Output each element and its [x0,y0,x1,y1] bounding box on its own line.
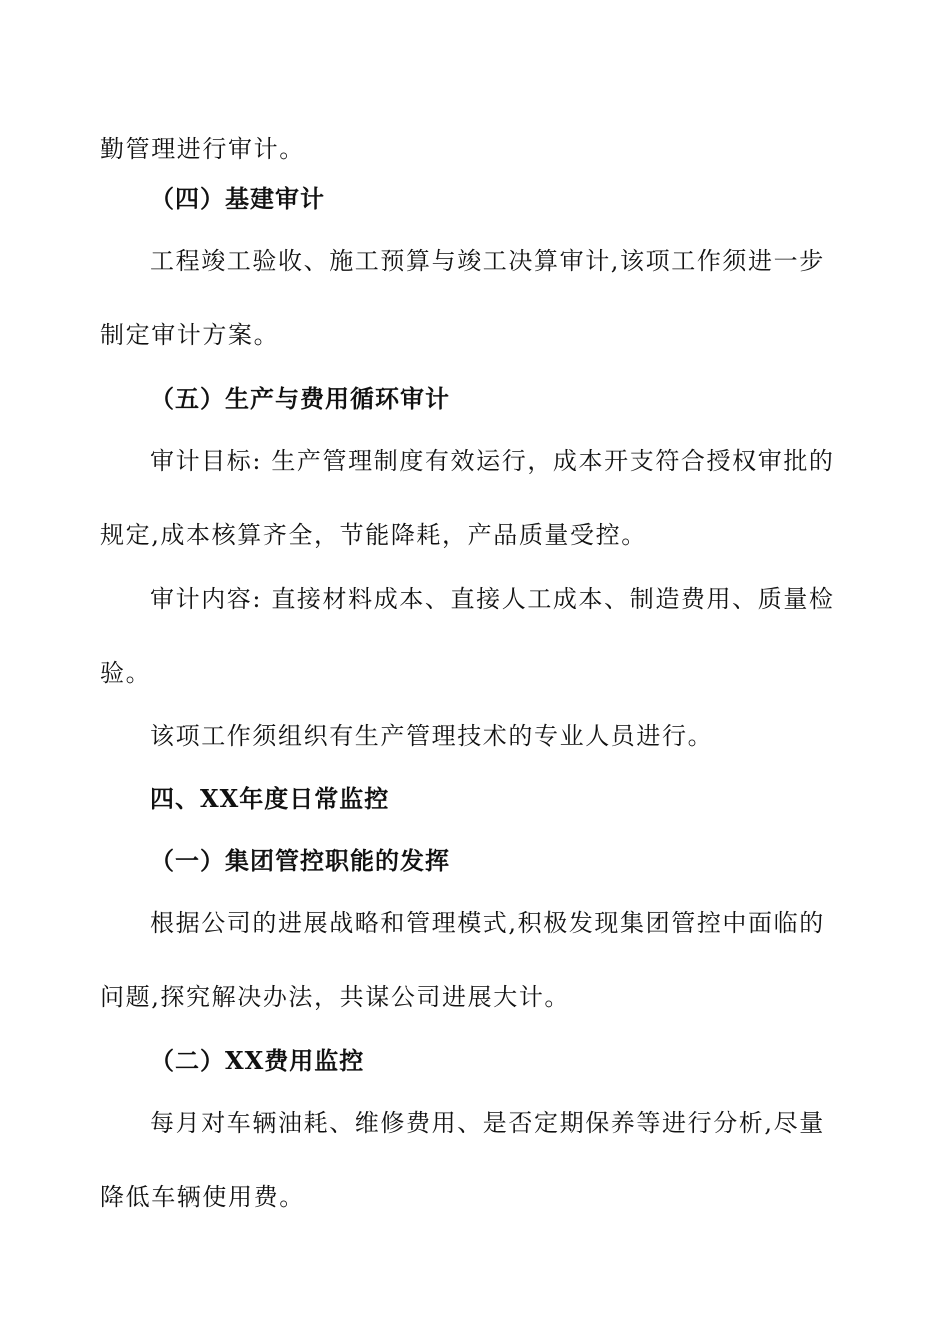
paragraph-construction-audit-continued: 制定审计方案。 [100,321,280,349]
paragraph-audit-content: 审计内容: 直接材料成本、直接人工成本、制造费用、质量检 [150,585,835,613]
subheading-production-cost-audit: （五）生产与费用循环审计 [150,384,450,413]
subheading-group-control: （一）集团管控职能的发挥 [150,846,450,875]
section-heading-daily-monitoring: 四、XX年度日常监控 [150,784,390,813]
paragraph-construction-audit: 工程竣工验收、施工预算与竣工决算审计,该项工作须进一步 [150,247,825,275]
paragraph-audit-objective-continued: 规定,成本核算齐全，节能降耗，产品质量受控。 [100,521,647,549]
paragraph-continuation: 勤管理进行审计。 [100,135,305,163]
subheading-expense-monitoring: （二）XX费用监控 [150,1046,365,1075]
paragraph-staffing-note: 该项工作须组织有生产管理技术的专业人员进行。 [150,722,714,750]
paragraph-group-control-continued: 问题,探究解决办法，共谋公司进展大计。 [100,983,571,1011]
paragraph-group-control: 根据公司的进展战略和管理模式,积极发现集团管控中面临的 [150,909,825,937]
subheading-capital-construction-audit: （四）基建审计 [150,184,325,213]
paragraph-audit-objective: 审计目标: 生产管理制度有效运行，成本开支符合授权审批的 [150,447,835,475]
paragraph-vehicle-expenses-continued: 降低车辆使用费。 [100,1183,305,1211]
paragraph-vehicle-expenses: 每月对车辆油耗、维修费用、是否定期保养等进行分析,尽量 [150,1109,825,1137]
paragraph-audit-content-continued: 验。 [100,659,152,687]
